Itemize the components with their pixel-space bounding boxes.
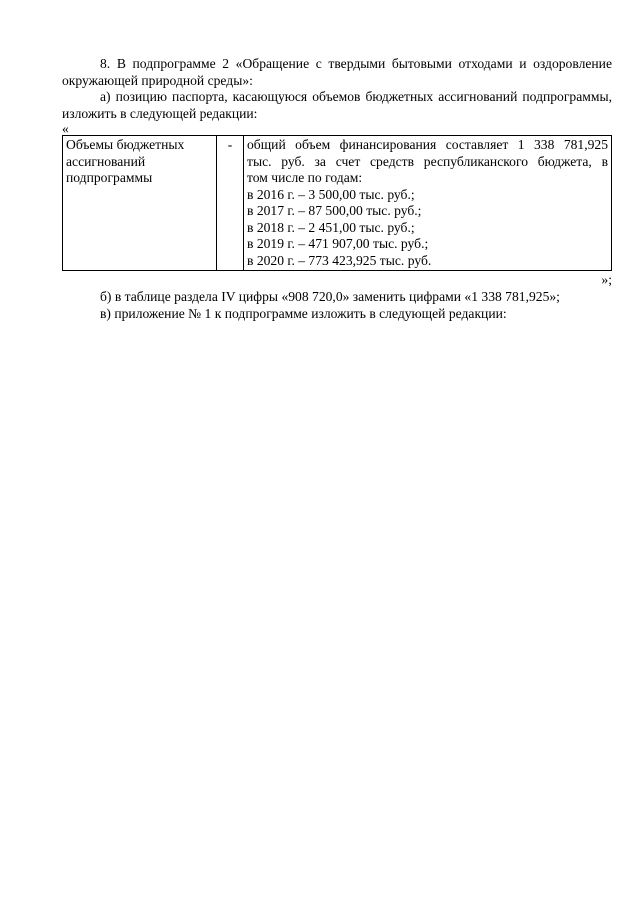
paragraph-item-a: а) позицию паспорта, касающуюся объемов бюджетных ассигнований подпрограммы, изложить в следующей редакции: xyxy=(62,89,612,121)
document-page xyxy=(62,56,612,322)
passport-dash-cell: - xyxy=(217,136,244,271)
funding-year-2018: в 2018 г. – 2 451,00 тыс. руб.; xyxy=(247,219,415,235)
passport-table xyxy=(62,135,612,271)
funding-total-line: общий объем финансирования составляет 1 338 781,925 xyxy=(247,137,608,152)
funding-year-2019: в 2019 г. – 471 907,00 тыс. руб.; xyxy=(247,236,429,251)
opening-quote: « xyxy=(62,121,69,136)
paragraph-item-8: 8. В подпрограмме 2 «Обращение с твердыми бытовыми отходами и оздоровление окружающей природной среды»: xyxy=(62,56,612,88)
paragraph-item-b: б) в таблице раздела IV цифры «908 720,0» заменить цифрами «1 338 781,925»; xyxy=(100,289,560,304)
funding-year-2020: в 2020 г. – 773 423,925 тыс. руб. xyxy=(247,252,432,268)
closing-quote: »; xyxy=(601,272,612,287)
funding-source-line: тыс. руб. за счет средств республиканского бюджета, в xyxy=(247,153,608,169)
passport-table-row xyxy=(63,136,612,271)
funding-by-years-line: том числе по годам: xyxy=(247,170,363,185)
paragraph-item-v: в) приложение № 1 к подпрограмме изложить в следующей редакции: xyxy=(100,305,507,321)
funding-year-2016: в 2016 г. – 3 500,00 тыс. руб.; xyxy=(247,186,415,202)
passport-label-cell: Объемы бюджетных ассигнований подпрограммы xyxy=(63,136,217,271)
passport-value-cell xyxy=(244,136,612,271)
funding-year-2017: в 2017 г. – 87 500,00 тыс. руб.; xyxy=(247,203,422,218)
